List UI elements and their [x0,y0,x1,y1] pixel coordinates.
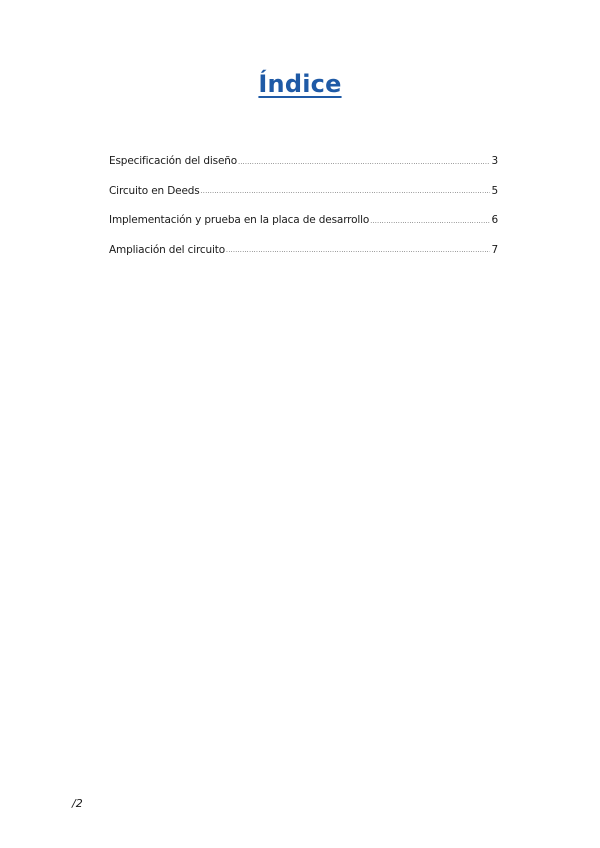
toc-entry-page: 3 [491,155,498,167]
toc-entry-label: Circuito en Deeds [109,184,200,197]
page-title: Índice [258,70,342,98]
toc-entry-label: Implementación y prueba en la placa de desarrollo [109,214,370,226]
toc-entry-page: 6 [491,214,498,226]
toc-dot-leader [201,188,491,195]
toc-dot-leader [226,247,490,254]
toc-entry[interactable] [109,155,498,185]
toc-entry-page: 7 [491,243,498,256]
toc-entry-label: Ampliación del circuito [109,243,226,256]
toc-entry[interactable] [109,214,498,244]
toc-entry-page: 5 [491,184,498,197]
toc-dot-leader [238,159,490,166]
toc-entry[interactable] [109,185,498,215]
toc-entry[interactable] [109,244,498,274]
toc-entry-label: Especificación del diseño [109,155,238,167]
page-number: /2 [72,797,83,810]
toc-dot-leader [370,218,490,225]
table-of-contents [109,155,498,273]
